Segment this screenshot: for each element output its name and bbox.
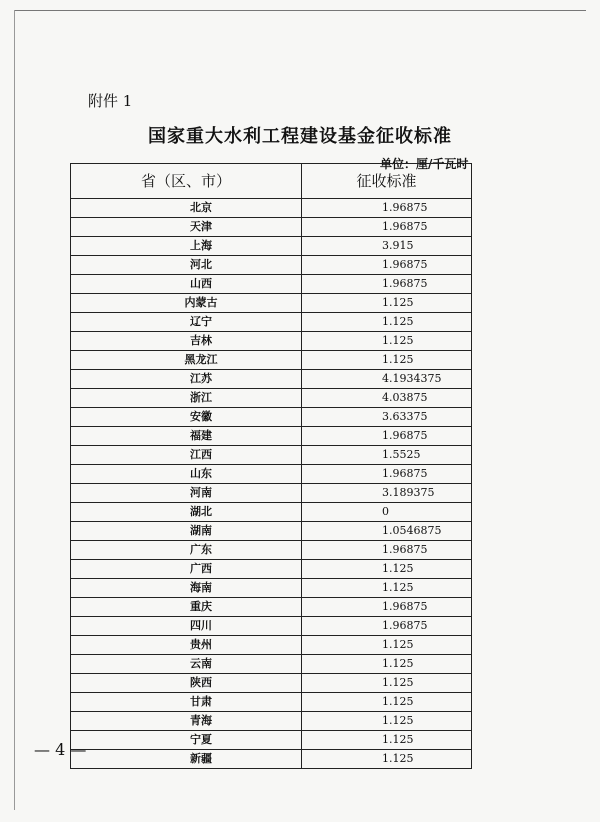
province-cell: 重庆 — [71, 598, 302, 617]
standard-value-cell: 1.125 — [302, 655, 472, 674]
province-cell: 内蒙古 — [71, 294, 302, 313]
table-row — [71, 294, 472, 313]
table-row — [71, 237, 472, 256]
table-row — [71, 674, 472, 693]
table-row — [71, 598, 472, 617]
standard-value-cell: 1.125 — [302, 351, 472, 370]
page-number: — 4 — — [34, 740, 87, 759]
column-header-standard: 征收标准 — [302, 164, 472, 199]
province-cell: 福建 — [71, 427, 302, 446]
table-row — [71, 484, 472, 503]
standard-value-cell: 4.1934375 — [302, 370, 472, 389]
province-cell: 江苏 — [71, 370, 302, 389]
province-cell: 江西 — [71, 446, 302, 465]
province-cell: 湖北 — [71, 503, 302, 522]
table-row — [71, 389, 472, 408]
standard-value-cell: 1.96875 — [302, 617, 472, 636]
standard-value-cell: 1.125 — [302, 332, 472, 351]
standard-value-cell: 1.125 — [302, 560, 472, 579]
province-cell: 山东 — [71, 465, 302, 484]
standard-value-cell: 0 — [302, 503, 472, 522]
standard-value-cell: 1.96875 — [302, 218, 472, 237]
province-cell: 四川 — [71, 617, 302, 636]
table-row — [71, 218, 472, 237]
table-header-row — [71, 164, 472, 199]
standard-value-cell: 1.96875 — [302, 427, 472, 446]
province-cell: 黑龙江 — [71, 351, 302, 370]
standard-value-cell: 1.0546875 — [302, 522, 472, 541]
standard-value-cell: 1.125 — [302, 313, 472, 332]
province-cell: 浙江 — [71, 389, 302, 408]
table-row — [71, 636, 472, 655]
table-row — [71, 370, 472, 389]
table-row — [71, 199, 472, 218]
standard-value-cell: 1.96875 — [302, 465, 472, 484]
table-row — [71, 617, 472, 636]
table-row — [71, 427, 472, 446]
table-row — [71, 579, 472, 598]
table-row — [71, 446, 472, 465]
table-row — [71, 693, 472, 712]
province-cell: 湖南 — [71, 522, 302, 541]
table-row — [71, 332, 472, 351]
province-cell: 新疆 — [71, 750, 302, 769]
standard-value-cell: 1.96875 — [302, 598, 472, 617]
standard-value-cell: 3.63375 — [302, 408, 472, 427]
province-cell: 天津 — [71, 218, 302, 237]
province-cell: 贵州 — [71, 636, 302, 655]
standard-value-cell: 1.125 — [302, 731, 472, 750]
table-row — [71, 275, 472, 294]
province-cell: 青海 — [71, 712, 302, 731]
unit-label: 单位：厘/千瓦时 — [380, 157, 469, 171]
standard-value-cell: 1.125 — [302, 750, 472, 769]
table-row — [71, 313, 472, 332]
standard-value-cell: 1.96875 — [302, 541, 472, 560]
levy-standard-table — [70, 163, 472, 769]
standard-value-cell: 1.125 — [302, 674, 472, 693]
province-cell: 海南 — [71, 579, 302, 598]
table-row — [71, 408, 472, 427]
standard-value-cell: 4.03875 — [302, 389, 472, 408]
province-cell: 山西 — [71, 275, 302, 294]
province-cell: 陕西 — [71, 674, 302, 693]
page-title: 国家重大水利工程建设基金征收标准 — [148, 126, 452, 147]
province-cell: 宁夏 — [71, 731, 302, 750]
province-cell: 云南 — [71, 655, 302, 674]
province-cell: 广西 — [71, 560, 302, 579]
province-cell: 辽宁 — [71, 313, 302, 332]
province-cell: 河北 — [71, 256, 302, 275]
table-row — [71, 541, 472, 560]
standard-value-cell: 1.125 — [302, 636, 472, 655]
table-row — [71, 351, 472, 370]
annex-label: 附件 1 — [88, 92, 133, 110]
standard-value-cell: 1.125 — [302, 693, 472, 712]
province-cell: 甘肃 — [71, 693, 302, 712]
standard-value-cell: 1.125 — [302, 294, 472, 313]
standard-value-cell: 1.5525 — [302, 446, 472, 465]
table-row — [71, 655, 472, 674]
column-header-province: 省（区、市） — [71, 164, 302, 199]
table-row — [71, 522, 472, 541]
table-row — [71, 731, 472, 750]
standard-value-cell: 1.96875 — [302, 199, 472, 218]
standard-value-cell: 3.915 — [302, 237, 472, 256]
table-row — [71, 256, 472, 275]
table-row — [71, 465, 472, 484]
table-body — [71, 199, 472, 769]
standard-value-cell: 1.125 — [302, 579, 472, 598]
page-border-top — [14, 10, 586, 11]
standard-value-cell: 1.125 — [302, 712, 472, 731]
province-cell: 吉林 — [71, 332, 302, 351]
province-cell: 上海 — [71, 237, 302, 256]
table-row — [71, 503, 472, 522]
standard-value-cell: 3.189375 — [302, 484, 472, 503]
province-cell: 广东 — [71, 541, 302, 560]
table-row — [71, 712, 472, 731]
province-cell: 河南 — [71, 484, 302, 503]
province-cell: 北京 — [71, 199, 302, 218]
table-row — [71, 750, 472, 769]
table-row — [71, 560, 472, 579]
standard-value-cell: 1.96875 — [302, 256, 472, 275]
standard-value-cell: 1.96875 — [302, 275, 472, 294]
province-cell: 安徽 — [71, 408, 302, 427]
